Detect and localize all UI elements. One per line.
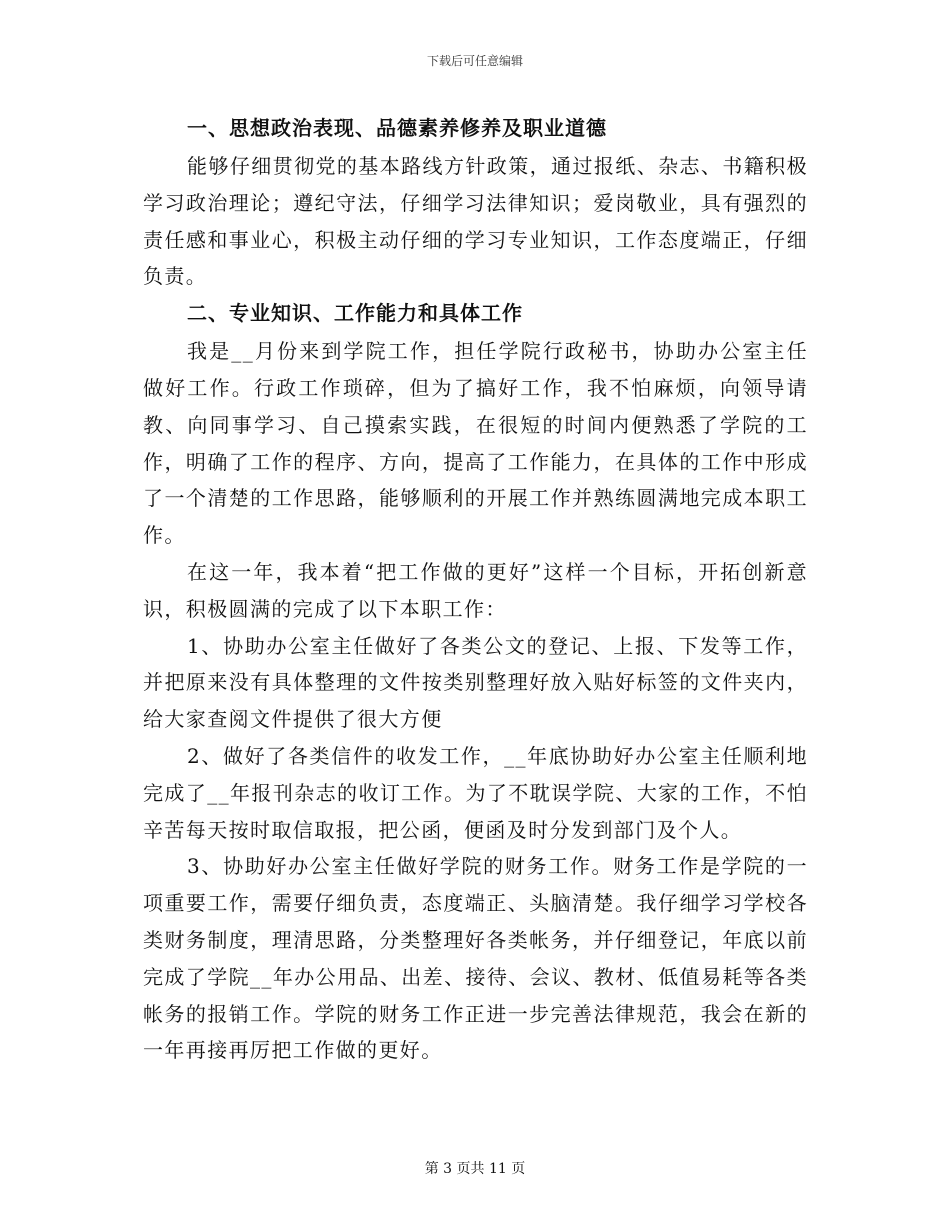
body-paragraph: 在这一年，我本着“把工作做的更好”这样一个目标，开拓创新意识，积极圆满的完成了以下本职工作： <box>143 559 808 621</box>
section-heading: 一、思想政治表现、品德素养修养及职业道德 <box>187 116 607 140</box>
list-item-paragraph: 1、协助办公室主任做好了各类公文的登记、上报、下发等工作，并把原来没有具体整理的文件按类别整理好放入贴好标签的文件夹内，给大家查阅文件提供了很大方便 <box>143 633 808 732</box>
page-header: 下载后可任意编辑 <box>426 54 523 68</box>
body-paragraph: 我是__月份来到学院工作，担任学院行政秘书，协助办公室主任做好工作。行政工作琐碎，但为了搞好工作，我不怕麻烦，向领导请教、向同事学习、自己摸索实践，在很短的时间内便熟悉了学院的工作，明确了工作的程序、方向，提高了工作能力，在具体的工作中形成了一个清楚的工作思路，能够顺利的开展工作并熟练圆满地完成本职工作。 <box>143 339 808 548</box>
page-number: 第 3 页共 11 页 <box>424 1161 526 1177</box>
section-heading: 二、专业知识、工作能力和具体工作 <box>187 301 523 326</box>
body-paragraph: 能够仔细贯彻党的基本路线方针政策，通过报纸、杂志、书籍积极学习政治理论；遵纪守法，仔细学习法律知识；爱岗敬业，具有强烈的责任感和事业心，积极主动仔细的学习专业知识，工作态度端正，仔细负责。 <box>143 154 808 289</box>
document-body <box>143 110 808 1069</box>
list-item-paragraph: 3、协助好办公室主任做好学院的财务工作。财务工作是学院的一项重要工作，需要仔细负责，态度端正、头脑清楚。我仔细学习学校各类财务制度，理清思路，分类整理好各类帐务，并仔细登记，年底以前完成了学院__年办公用品、出差、接待、会议、教材、低值易耗等各类帐务的报销工作。学院的财务工作正进一步完善法律规范，我会在新的一年再接再厉把工作做的更好。 <box>143 854 808 1063</box>
list-item-paragraph: 2、做好了各类信件的收发工作，__年底协助好办公室主任顺利地完成了__年报刊杂志的收订工作。为了不耽误学院、大家的工作，不怕辛苦每天按时取信取报，把公函，便函及时分发到部门及个人。 <box>143 743 808 842</box>
